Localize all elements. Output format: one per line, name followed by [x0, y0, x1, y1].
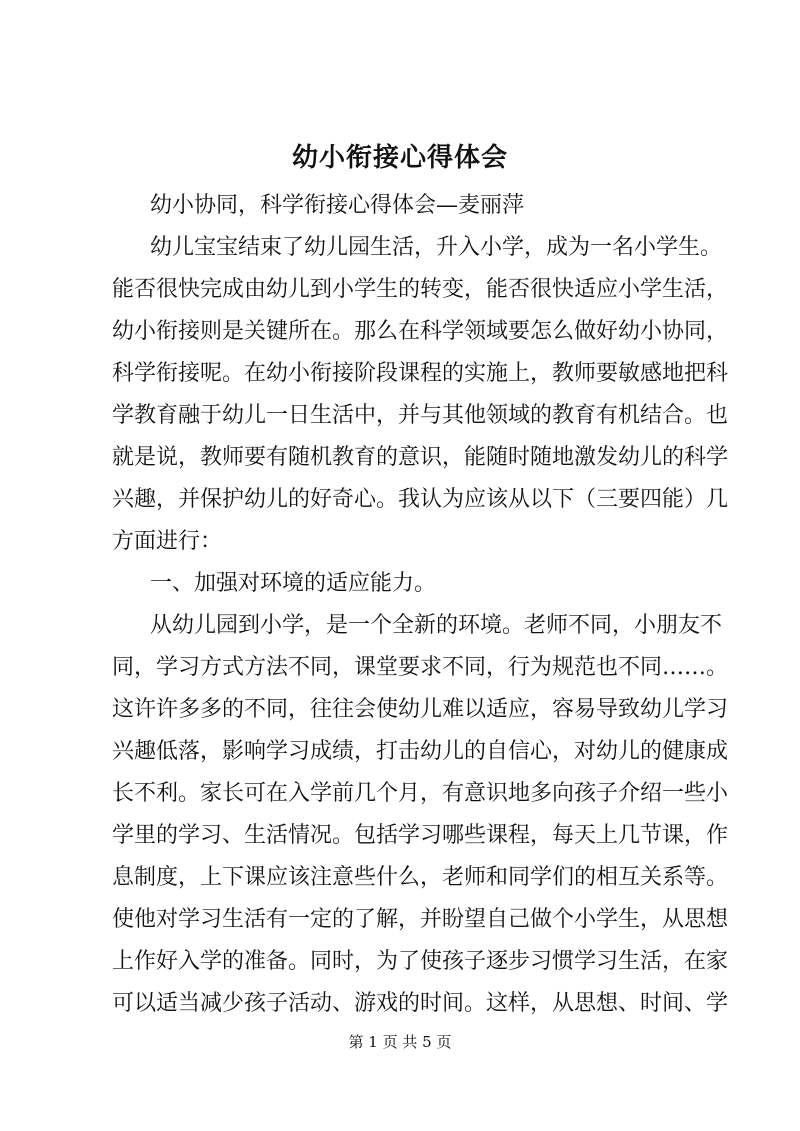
- body-line: 就是说，教师要有随机教育的意识，能随时随地激发幼儿的科学: [112, 445, 729, 470]
- body-line: 能否很快完成由幼儿到小学生的转变，能否很快适应小学生活，: [112, 277, 729, 302]
- body-line: 可以适当减少孩子活动、游戏的时间。这样，从思想、时间、学: [112, 991, 729, 1016]
- body-line: 兴趣低落，影响学习成绩，打击幼儿的自信心，对幼儿的健康成: [112, 739, 729, 764]
- body-line: 学教育融于幼儿一日生活中，并与其他领域的教育有机结合。也: [112, 403, 729, 428]
- body-line: 幼小衔接则是关键所在。那么在科学领域要怎么做好幼小协同，: [112, 319, 729, 344]
- section-heading: 一、加强对环境的适应能力。: [150, 571, 437, 596]
- body-line: 学里的学习、生活情况。包括学习哪些课程，每天上几节课，作: [112, 823, 729, 848]
- body-line: 使他对学习生活有一定的了解，并盼望自己做个小学生，从思想: [112, 907, 729, 932]
- body-line: 长不利。家长可在入学前几个月，有意识地多向孩子介绍一些小: [112, 781, 729, 806]
- body-line: 从幼儿园到小学，是一个全新的环境。老师不同，小朋友不: [150, 613, 723, 638]
- body-line: 这许许多多的不同，往往会使幼儿难以适应，容易导致幼儿学习: [112, 697, 729, 722]
- body-line: 同，学习方式方法不同，课堂要求不同，行为规范也不同……。: [112, 655, 729, 680]
- body-line: 兴趣，并保护幼儿的好奇心。我认为应该从以下（三要四能）几: [112, 487, 729, 512]
- document-title: 幼小衔接心得体会: [291, 143, 508, 173]
- subtitle-line: 幼小协同，科学衔接心得体会—麦丽萍: [150, 193, 525, 218]
- body-line: 方面进行：: [112, 529, 223, 554]
- body-line: 科学衔接呢。在幼小衔接阶段课程的实施上，教师要敏感地把科: [112, 361, 729, 386]
- body-line: 息制度，上下课应该注意些什么，老师和同学们的相互关系等。: [112, 865, 729, 890]
- body-line: 幼儿宝宝结束了幼儿园生活，升入小学，成为一名小学生。: [150, 235, 723, 260]
- body-line: 上作好入学的准备。同时，为了使孩子逐步习惯学习生活，在家: [112, 949, 729, 974]
- page-number-footer: 第 1 页 共 5 页: [348, 1033, 452, 1051]
